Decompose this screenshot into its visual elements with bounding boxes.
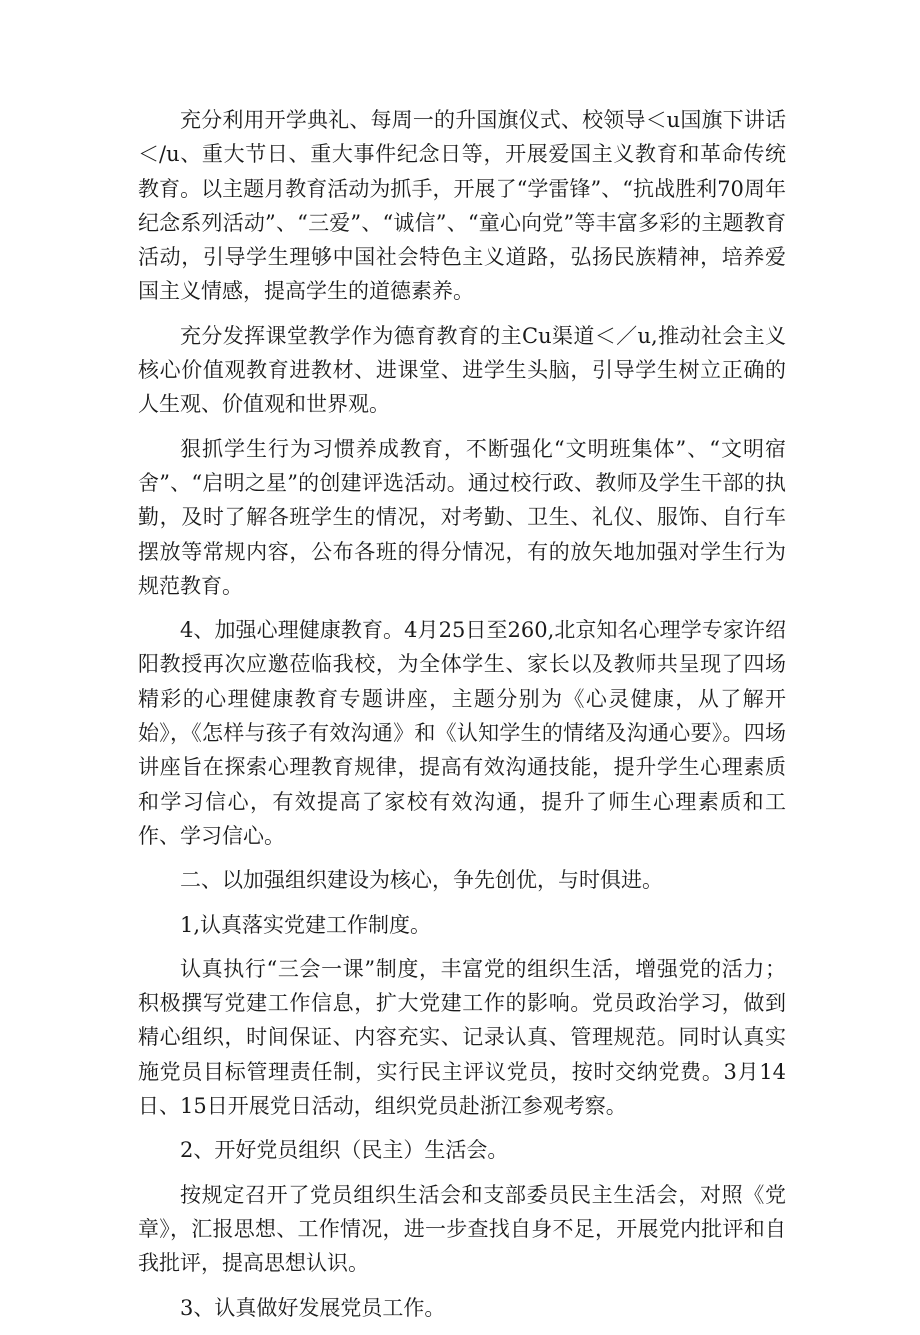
paragraph-classroom-teaching: 充分发挥课堂教学作为德育教育的主Cu渠道＜／u,推动社会主义核心价值观教育进教材、进课堂、进学生头脑，引导学生树立正确的人生观、价值观和世界观。 [138, 323, 786, 417]
subheading-member-development: 3、认真做好发展党员工作。 [180, 1295, 446, 1320]
paragraph-moral-education-ceremonies: 充分利用开学典礼、每周一的升国旗仪式、校领导＜u国旗下讲话＜/u、重大节日、重大事件纪念日等，开展爱国主义教育和革命传统教育。以主题月教育活动为抓手，开展了“学雷锋”、“抗战胜利70周年纪念系列活动”、“三爱”、“诚信”、“童心向党”等丰富多彩的主题教育活动，引导学生理够中国社会特色主义道路，弘扬民族精神，培养爱国主义情感，提高学生的道德素养。 [138, 108, 786, 304]
paragraph-party-system: 认真执行“三会一课”制度，丰富党的组织生活，增强党的活力；积极撰写党建工作信息，扩大党建工作的影响。党员政治学习，做到精心组织，时间保证、内容充实、记录认真、管理规范。同时认真实施党员目标管理责任制，实行民主评议党员，按时交纳党费。3月14日、15日开展党日活动，组织党员赴浙江参观考察。 [138, 956, 786, 1119]
paragraph-behavior-habits: 狠抓学生行为习惯养成教育，不断强化“文明班集体”、“文明宿舍”、“启明之星”的创建评选活动。通过校行政、教师及学生干部的执勤，及时了解各班学生的情况，对考勤、卫生、礼仪、服饰、自行车摆放等常规内容，公布各班的得分情况，有的放矢地加强对学生行为规范教育。 [138, 436, 786, 598]
subheading-party-system: 1,认真落实党建工作制度。 [180, 912, 432, 937]
paragraph-mental-health: 4、加强心理健康教育。4月25日至260,北京知名心理学专家许绍阳教授再次应邀莅临我校，为全体学生、家长以及教师共呈现了四场精彩的心理健康教育专题讲座，主题分别为《心灵健康，从了解开始》，《怎样与孩子有效沟通》和《认知学生的情绪及沟通心要》。四场讲座旨在探索心理教育规律，提高有效沟通技能，提升学生心理素质和学习信心，有效提高了家校有效沟通，提升了师生心理素质和工作、学习信心。 [138, 618, 786, 848]
section-heading-organization: 二、以加强组织建设为核心，争先创优，与时俱进。 [180, 868, 663, 893]
document-body [138, 103, 786, 1335]
subheading-life-meeting: 2、开好党员组织（民主）生活会。 [180, 1138, 509, 1163]
paragraph-life-meeting: 按规定召开了党员组织生活会和支部委员民主生活会，对照《党章》，汇报思想、工作情况，进一步查找自身不足，开展党内批评和自我批评，提高思想认识。 [138, 1182, 786, 1276]
